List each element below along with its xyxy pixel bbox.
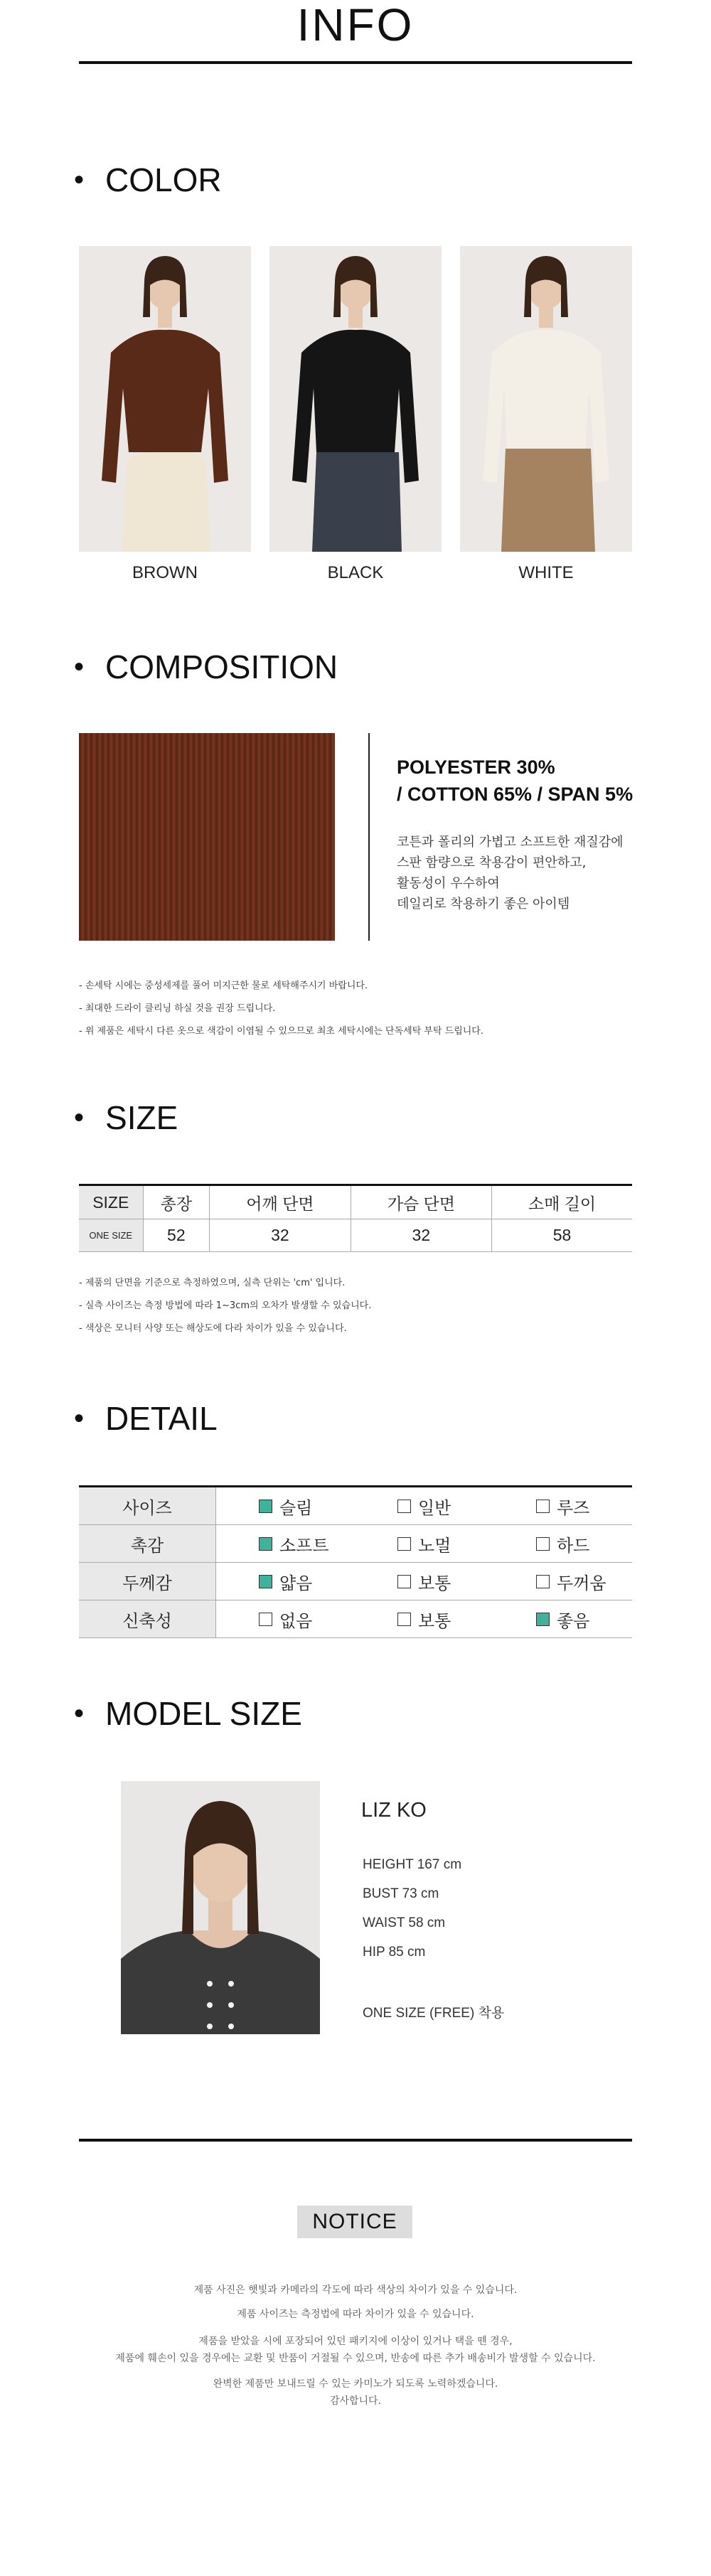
color-label-white: WHITE: [518, 563, 574, 582]
unchecked-box-icon: [536, 1575, 550, 1588]
bullet-icon: •: [74, 1101, 85, 1133]
unchecked-box-icon: [397, 1575, 411, 1588]
model-fit: ONE SIZE (FREE) 착용: [363, 2006, 505, 2021]
detail-option-label: 좋음: [557, 1610, 590, 1631]
notice-line: 제품을 받았을 시에 포장되어 있던 패키지에 이상이 있거나 택을 뗀 경우,: [198, 2336, 513, 2347]
color-label-brown: BROWN: [132, 563, 198, 582]
notice-line: 제품에 훼손이 있을 경우에는 교환 및 반품이 거절될 수 있으며, 반송에 따른 추가 배송비가 발생할 수 있습니다.: [115, 2353, 596, 2364]
fabric-swatch: [79, 733, 335, 941]
size-header-cell: 가슴 단면: [351, 1185, 491, 1219]
detail-option: [216, 1600, 355, 1637]
bullet-icon: •: [74, 651, 85, 683]
composition-line-2: / COTTON 65% / SPAN 5%: [397, 784, 634, 805]
detail-row: [79, 1487, 632, 1525]
color-heading: [74, 161, 222, 199]
detail-row: [79, 1563, 632, 1600]
unchecked-box-icon: [259, 1613, 272, 1626]
size-note: - 실측 사이즈는 측정 방법에 따라 1~3cm의 오차가 발생할 수 있습니다.: [79, 1300, 372, 1311]
detail-option-label: 소프트: [279, 1535, 329, 1556]
composition-line-1: POLYESTER 30%: [397, 757, 555, 778]
detail-option: [355, 1563, 493, 1600]
detail-option: [355, 1525, 493, 1562]
notice-line: 제품 사진은 햇빛과 카메라의 각도에 따라 색상의 차이가 있을 수 있습니다.: [193, 2284, 518, 2296]
table-row: [79, 1219, 632, 1252]
detail-row: [79, 1600, 632, 1638]
bullet-icon: •: [74, 1402, 85, 1434]
care-note: - 위 제품은 세탁시 다른 옷으로 색감이 이염될 수 있으므로 최초 세탁시에는 단독세탁 부탁 드립니다.: [79, 1026, 483, 1037]
composition-desc-1: 코튼과 폴리의 가볍고 소프트한 재질감에: [397, 835, 624, 850]
color-photo-white: [460, 246, 632, 552]
color-photo-brown: [79, 246, 251, 552]
color-heading-text: COLOR: [105, 161, 222, 198]
detail-option: [493, 1563, 632, 1600]
detail-option-label: 하드: [557, 1535, 590, 1556]
bullet-icon: •: [74, 164, 85, 196]
detail-row: [79, 1525, 632, 1563]
model-portrait: [121, 1781, 320, 2034]
checked-box-icon: [259, 1500, 272, 1513]
care-note: - 손세탁 시에는 중성세제를 풀어 미지근한 물로 세탁해주시기 바랍니다.: [79, 980, 368, 991]
size-cell: ONE SIZE: [79, 1219, 143, 1252]
model-waist: WAIST 58 cm: [363, 1915, 446, 1930]
color-label-black: BLACK: [327, 563, 384, 582]
model-name: LIZ KO: [361, 1799, 427, 1822]
detail-option-label: 루즈: [557, 1497, 590, 1518]
size-header-cell: SIZE: [79, 1185, 143, 1219]
notice-line: 감사합니다.: [329, 2395, 382, 2407]
unchecked-box-icon: [397, 1537, 411, 1551]
fabric-swatch-image: [79, 733, 335, 941]
size-header-cell: 어깨 단면: [210, 1185, 351, 1219]
notice-line: 완벽한 제품만 보내드릴 수 있는 카미노가 되도록 노력하겠습니다.: [213, 2378, 498, 2390]
size-header-cell: 총장: [143, 1185, 210, 1219]
detail-option-label: 보통: [418, 1573, 451, 1593]
detail-heading-text: DETAIL: [105, 1400, 218, 1437]
unchecked-box-icon: [397, 1500, 411, 1513]
model-size-heading-text: MODEL SIZE: [105, 1695, 302, 1732]
size-cell: 32: [351, 1219, 491, 1252]
checked-box-icon: [536, 1613, 550, 1626]
detail-option-label: 얇음: [279, 1573, 313, 1593]
size-cell: 32: [210, 1219, 351, 1252]
detail-row-label: 촉감: [79, 1525, 216, 1562]
detail-option-label: 없음: [279, 1610, 313, 1631]
notice-line: 제품 사이즈는 측정법에 따라 차이가 있을 수 있습니다.: [237, 2309, 474, 2320]
color-photo-black: [269, 246, 442, 552]
bottom-divider: [79, 2139, 632, 2142]
unchecked-box-icon: [536, 1537, 550, 1551]
composition-heading: [74, 648, 338, 686]
detail-option-label: 노멀: [418, 1535, 451, 1556]
detail-heading: [74, 1399, 218, 1438]
detail-option: [493, 1525, 632, 1562]
detail-option: [355, 1600, 493, 1637]
composition-desc-4: 데일리로 착용하기 좋은 아이템: [397, 897, 570, 912]
unchecked-box-icon: [397, 1613, 411, 1626]
composition-divider: [368, 733, 370, 941]
detail-table: [79, 1485, 632, 1638]
composition-desc-2: 스판 함량으로 착용감이 편안하고,: [397, 855, 587, 870]
detail-row-label: 사이즈: [79, 1487, 216, 1524]
detail-option: [493, 1487, 632, 1524]
notice-title: NOTICE: [297, 2206, 412, 2238]
size-heading-text: SIZE: [105, 1099, 178, 1136]
size-cell: 58: [492, 1219, 632, 1252]
composition-desc-3: 활동성이 우수하여: [397, 876, 500, 891]
detail-option-label: 보통: [418, 1610, 451, 1631]
detail-option: [216, 1563, 355, 1600]
care-note: - 최대한 드라이 클리닝 하실 것을 권장 드립니다.: [79, 1003, 276, 1014]
model-photo-white: [460, 246, 632, 552]
detail-row-label: 신축성: [79, 1600, 216, 1637]
detail-option-label: 슬림: [279, 1497, 313, 1518]
size-table-header: [79, 1185, 632, 1219]
model-size-heading: [74, 1694, 302, 1733]
detail-row-label: 두께감: [79, 1563, 216, 1600]
unchecked-box-icon: [536, 1500, 550, 1513]
composition-heading-text: COMPOSITION: [105, 648, 338, 685]
model-hip: HIP 85 cm: [363, 1945, 426, 1960]
checked-box-icon: [259, 1575, 272, 1588]
detail-option-label: 일반: [418, 1497, 451, 1518]
size-table: [79, 1184, 632, 1252]
page-title: INFO: [296, 0, 415, 50]
size-note: - 제품의 단면을 기준으로 측정하였으며, 실측 단위는 'cm' 입니다.: [79, 1278, 346, 1288]
size-cell: 52: [143, 1219, 210, 1252]
detail-option: [216, 1525, 355, 1562]
detail-option-label: 두꺼움: [557, 1573, 606, 1593]
checked-box-icon: [259, 1537, 272, 1551]
model-bust: BUST 73 cm: [363, 1886, 439, 1901]
model-photo-black: [269, 246, 442, 552]
size-header-cell: 소매 길이: [492, 1185, 632, 1219]
size-heading: [74, 1099, 178, 1137]
size-note: - 색상은 모니터 사양 또는 해상도에 다라 차이가 있을 수 있습니다.: [79, 1323, 347, 1334]
detail-option: [493, 1600, 632, 1637]
model-photo-brown: [79, 246, 251, 552]
model-photo: [121, 1781, 320, 2034]
detail-option: [355, 1487, 493, 1524]
detail-option: [216, 1487, 355, 1524]
model-height: HEIGHT 167 cm: [363, 1857, 462, 1872]
bullet-icon: •: [74, 1697, 85, 1729]
top-divider: [79, 61, 632, 64]
